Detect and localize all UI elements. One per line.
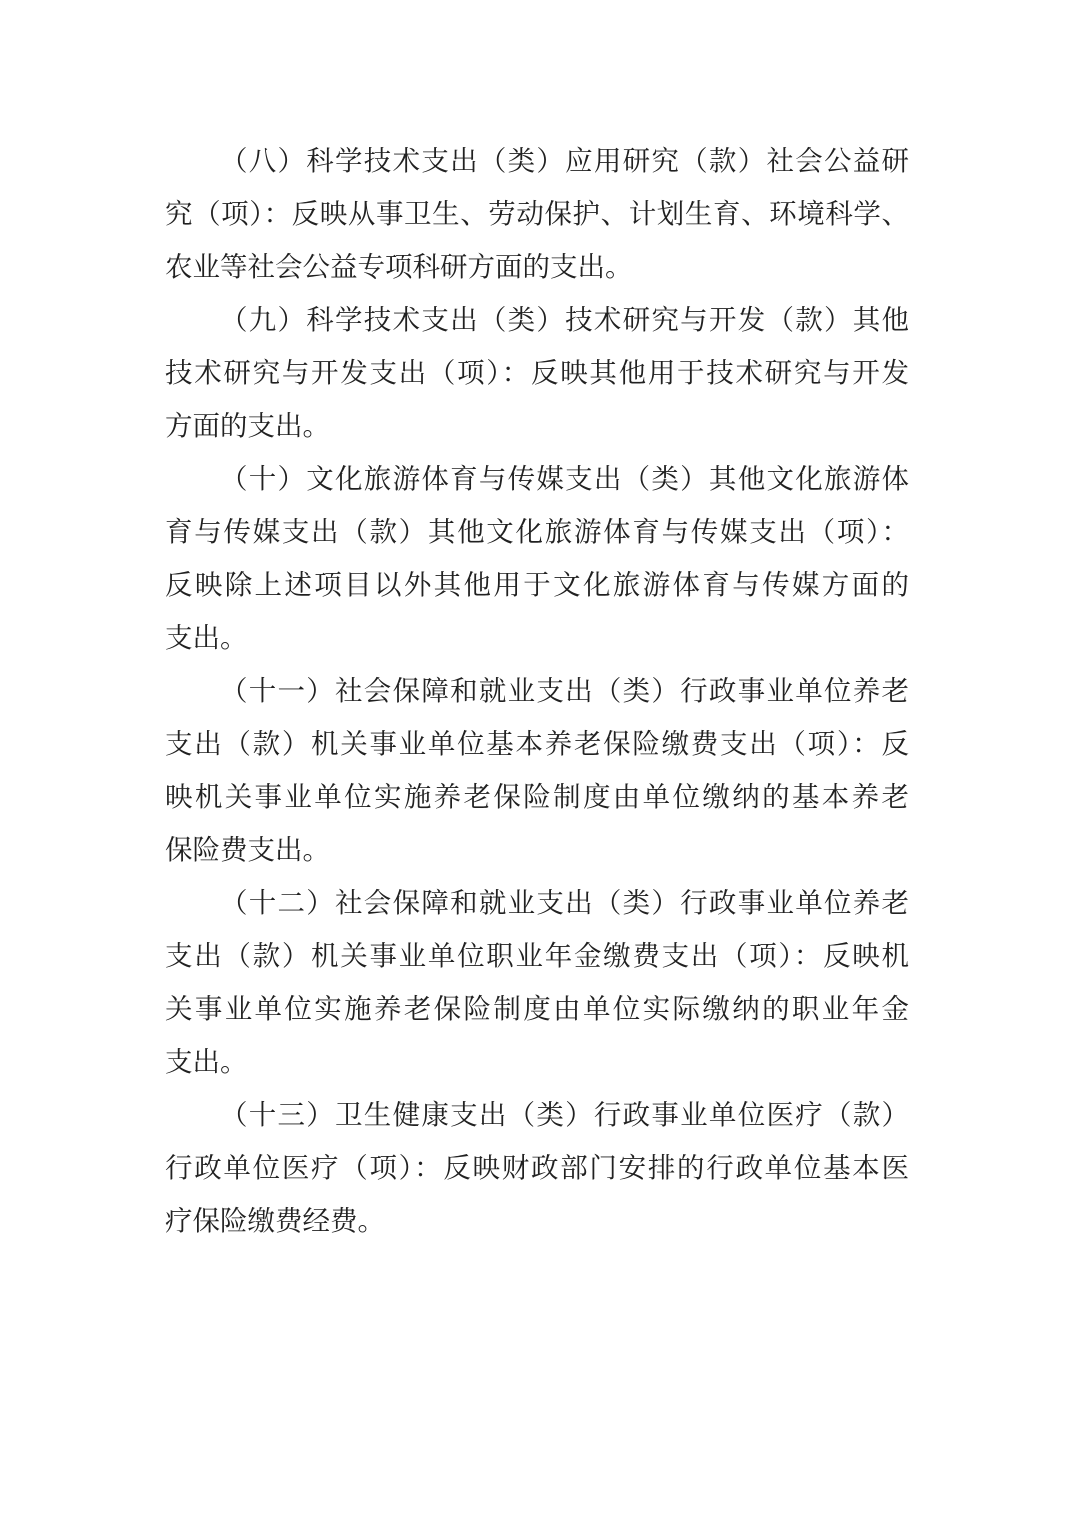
text-line: （八）科学技术支出（类）应用研究（款）社会公益研 [220, 145, 909, 176]
paragraph [165, 664, 909, 876]
text-line: 映机关事业单位实施养老保险制度由单位缴纳的基本养老 [165, 781, 909, 812]
paragraph [165, 134, 909, 293]
text-line: 支出。 [165, 1046, 248, 1077]
paragraph [165, 1088, 909, 1247]
text-line: （十二）社会保障和就业支出（类）行政事业单位养老 [220, 887, 909, 918]
text-line: 关事业单位实施养老保险制度由单位实际缴纳的职业年金 [165, 993, 909, 1024]
text-line: 育与传媒支出（款）其他文化旅游体育与传媒支出（项）： [165, 516, 909, 547]
paragraph [165, 452, 909, 664]
text-line: 支出。 [165, 622, 248, 653]
text-line: （十）文化旅游体育与传媒支出（类）其他文化旅游体 [220, 463, 909, 494]
text-line: 究（项）：反映从事卫生、劳动保护、计划生育、环境科学、 [165, 198, 909, 229]
paragraph [165, 293, 909, 452]
text-line: （十一）社会保障和就业支出（类）行政事业单位养老 [220, 675, 909, 706]
text-line: （九）科学技术支出（类）技术研究与开发（款）其他 [220, 304, 909, 335]
text-line: 支出（款）机关事业单位基本养老保险缴费支出（项）：反 [165, 728, 909, 759]
text-line: 技术研究与开发支出（项）：反映其他用于技术研究与开发 [165, 357, 909, 388]
text-line: 支出（款）机关事业单位职业年金缴费支出（项）：反映机 [165, 940, 909, 971]
text-line: 反映除上述项目以外其他用于文化旅游体育与传媒方面的 [165, 569, 909, 600]
text-line: 疗保险缴费经费。 [165, 1205, 385, 1236]
text-line: 方面的支出。 [165, 410, 330, 441]
paragraph [165, 876, 909, 1088]
text-line: 保险费支出。 [165, 834, 330, 865]
text-line: 行政单位医疗（项）：反映财政部门安排的行政单位基本医 [165, 1152, 909, 1183]
text-line: 农业等社会公益专项科研方面的支出。 [165, 251, 633, 282]
text-line: （十三）卫生健康支出（类）行政事业单位医疗（款） [220, 1099, 909, 1130]
document-body [165, 134, 909, 1247]
